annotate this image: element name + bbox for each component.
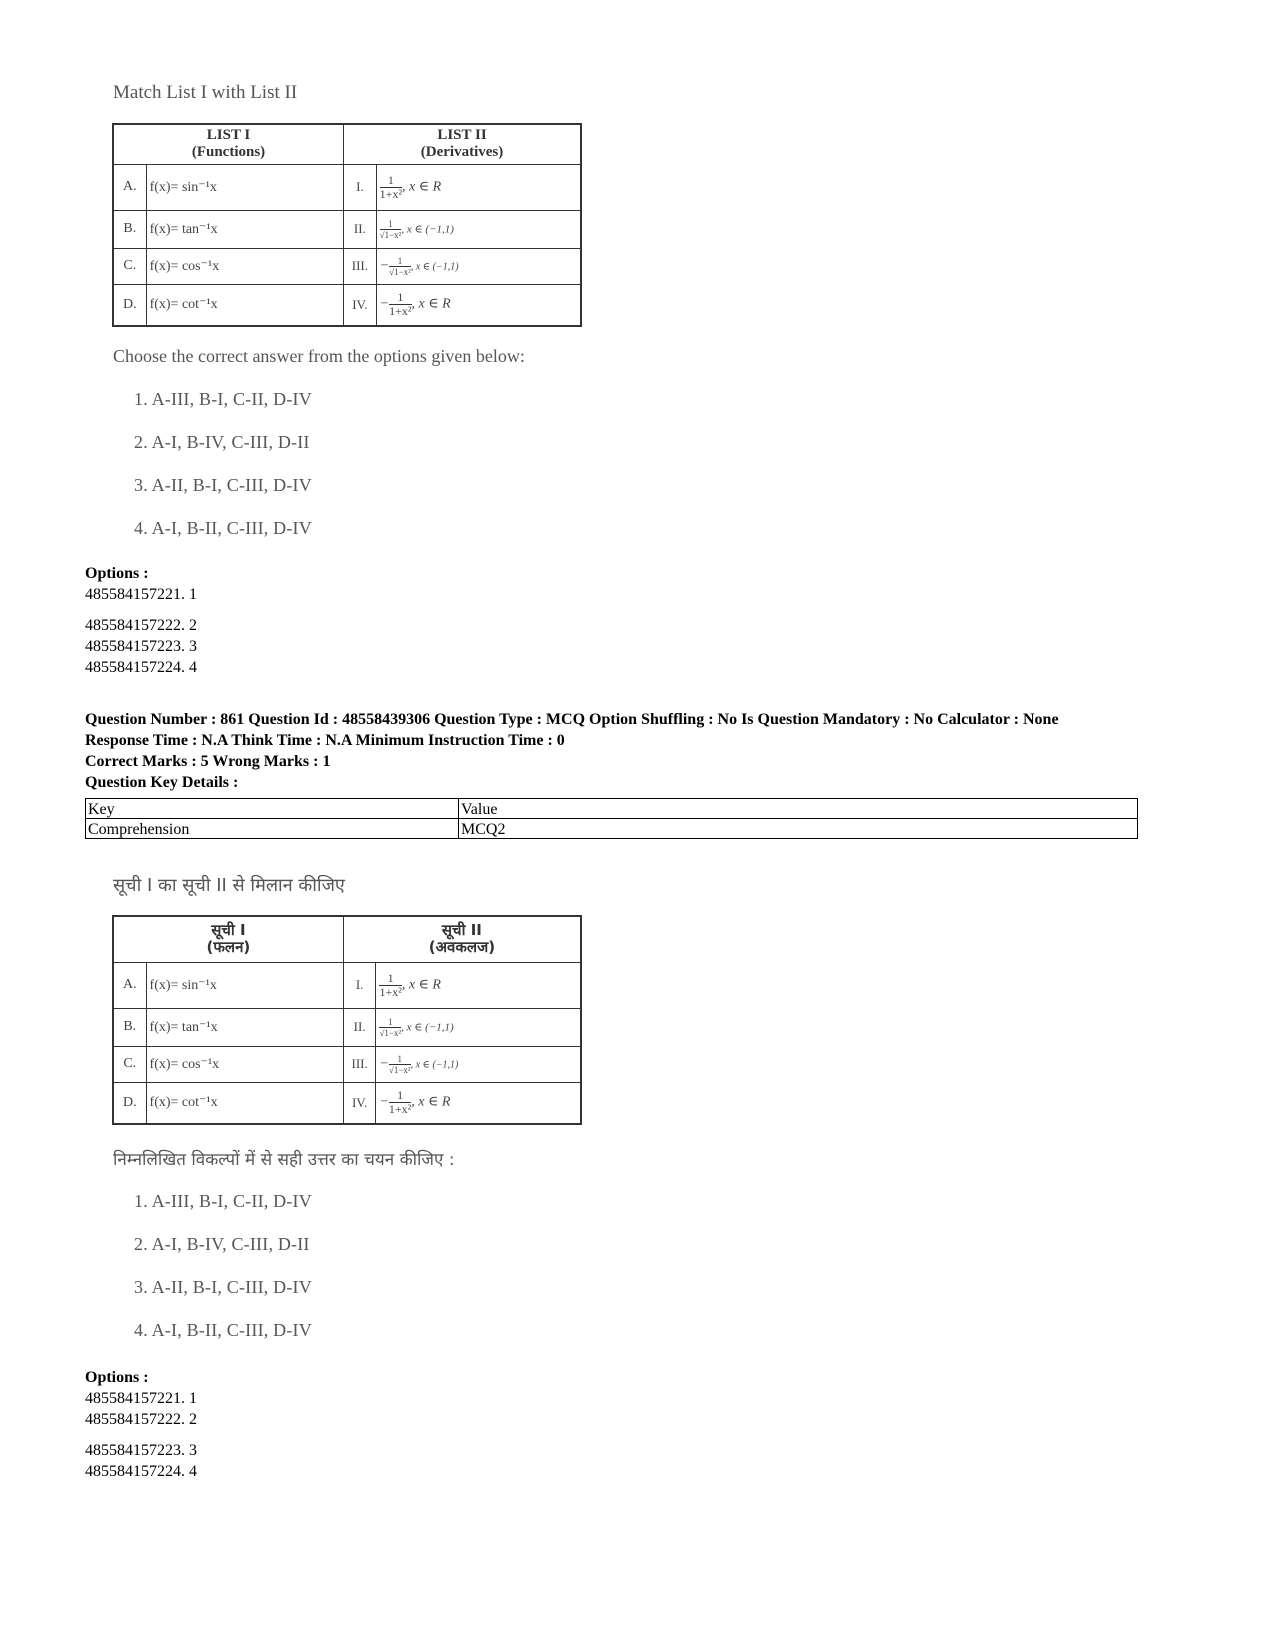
deriv-domain: , x ∈ (−1,1) bbox=[410, 261, 459, 273]
q2-choice-4: 4. A-I, B-II, C-III, D-IV bbox=[134, 1320, 312, 1340]
q1-choice-3: 3. A-II, B-I, C-III, D-IV bbox=[134, 475, 312, 495]
deriv-sign: − bbox=[379, 258, 390, 274]
row-letter: B. bbox=[113, 210, 146, 248]
deriv-numerator: 1 bbox=[389, 256, 411, 267]
row-letter: D. bbox=[113, 284, 146, 326]
deriv-denominator: √1−x² bbox=[379, 229, 402, 240]
row-number: I. bbox=[343, 962, 376, 1008]
deriv-numerator: 1 bbox=[389, 1054, 411, 1065]
deriv-numerator: 1 bbox=[379, 972, 401, 986]
deriv-denominator: 1+x² bbox=[388, 1102, 412, 1117]
deriv-numerator: 1 bbox=[380, 219, 402, 230]
deriv-denominator: √1−x² bbox=[389, 266, 411, 277]
q2-title: सूची I का सूची II से मिलान कीजिए bbox=[113, 875, 345, 896]
row-function: f(x)= sin⁻¹x bbox=[146, 962, 343, 1008]
q2-row-b bbox=[113, 1008, 581, 1046]
q1-title: Match List I with List II bbox=[113, 82, 298, 103]
row-derivative bbox=[376, 248, 581, 284]
row-derivative bbox=[376, 210, 581, 248]
q2-option-3: 485584157223. 3 bbox=[85, 1442, 197, 1459]
q1-options-label: Options : bbox=[85, 565, 149, 582]
row-function: f(x)= tan⁻¹x bbox=[146, 1008, 343, 1046]
q2-option-4: 485584157224. 4 bbox=[85, 1463, 197, 1480]
q2-list1-header bbox=[113, 916, 343, 962]
deriv-domain: , x ∈ R bbox=[411, 1094, 451, 1110]
q1-row-d bbox=[113, 284, 581, 326]
row-function: f(x)= tan⁻¹x bbox=[146, 210, 343, 248]
deriv-numerator: 1 bbox=[389, 1089, 411, 1103]
deriv-numerator: 1 bbox=[389, 291, 411, 305]
row-letter: C. bbox=[113, 1046, 146, 1082]
q1-match-table bbox=[112, 123, 582, 327]
q2-option-2: 485584157222. 2 bbox=[85, 1411, 197, 1428]
row-letter: B. bbox=[113, 1008, 146, 1046]
deriv-domain: , x ∈ R bbox=[411, 296, 451, 312]
q2-list1-title: सूची I bbox=[211, 921, 246, 940]
key-table-header bbox=[86, 799, 1138, 819]
row-function: f(x)= cos⁻¹x bbox=[146, 248, 343, 284]
row-function: f(x)= sin⁻¹x bbox=[146, 164, 343, 210]
q2-list1-subtitle: (फलन) bbox=[206, 938, 251, 957]
q1-list2-subtitle: (Derivatives) bbox=[420, 144, 504, 161]
q1-list1-subtitle: (Functions) bbox=[191, 144, 266, 161]
q2-meta-line4: Question Key Details : bbox=[85, 774, 239, 791]
row-derivative bbox=[376, 284, 581, 326]
row-letter: D. bbox=[113, 1082, 146, 1124]
deriv-domain: , x ∈ R bbox=[402, 179, 442, 195]
q2-option-1: 485584157221. 1 bbox=[85, 1390, 197, 1407]
row-number: IV. bbox=[344, 284, 377, 326]
row-function: f(x)= cos⁻¹x bbox=[146, 1046, 343, 1082]
row-number: I. bbox=[344, 164, 377, 210]
key-cell: Comprehension bbox=[86, 819, 459, 839]
row-derivative bbox=[376, 962, 581, 1008]
q1-row-a bbox=[113, 164, 581, 210]
deriv-sign: − bbox=[379, 1094, 389, 1110]
deriv-sign: − bbox=[379, 1056, 389, 1072]
row-number: III. bbox=[344, 248, 377, 284]
q1-option-3: 485584157223. 3 bbox=[85, 638, 197, 655]
q1-list1-title: LIST I bbox=[206, 127, 251, 144]
deriv-domain: , x ∈ (−1,1) bbox=[401, 223, 454, 236]
deriv-domain: , x ∈ (−1,1) bbox=[410, 1059, 459, 1071]
row-letter: A. bbox=[113, 962, 146, 1008]
row-function: f(x)= cot⁻¹x bbox=[146, 1082, 343, 1124]
q1-list1-header bbox=[113, 124, 344, 164]
deriv-sign: − bbox=[379, 296, 390, 312]
q2-key-table bbox=[85, 798, 1138, 839]
q1-list2-title: LIST II bbox=[437, 127, 487, 144]
q2-meta-line2: Response Time : N.A Think Time : N.A Minimum Instruction Time : 0 bbox=[85, 732, 565, 749]
row-derivative bbox=[376, 1046, 581, 1082]
row-letter: A. bbox=[113, 164, 146, 210]
value-header-cell: Value bbox=[459, 799, 1138, 819]
row-derivative bbox=[376, 164, 581, 210]
deriv-denominator: √1−x² bbox=[379, 1027, 402, 1038]
deriv-denominator: 1+x² bbox=[379, 186, 403, 201]
q1-list2-header bbox=[344, 124, 581, 164]
deriv-numerator: 1 bbox=[380, 174, 402, 188]
row-derivative bbox=[376, 1008, 581, 1046]
q1-choice-1: 1. A-III, B-I, C-II, D-IV bbox=[134, 389, 312, 409]
q2-row-c bbox=[113, 1046, 581, 1082]
deriv-denominator: 1+x² bbox=[379, 984, 402, 999]
q2-row-a bbox=[113, 962, 581, 1008]
q1-row-c bbox=[113, 248, 581, 284]
row-derivative bbox=[376, 1082, 581, 1124]
q2-prompt: निम्नलिखित विकल्पों में से सही उत्तर का चयन कीजिए : bbox=[113, 1150, 455, 1170]
q2-list2-header bbox=[343, 916, 581, 962]
deriv-numerator: 1 bbox=[379, 1017, 401, 1028]
q1-prompt: Choose the correct answer from the options given below: bbox=[113, 346, 525, 366]
q2-list2-subtitle: (अवकलज) bbox=[428, 938, 496, 957]
row-number: II. bbox=[343, 1008, 376, 1046]
q1-choice-2: 2. A-I, B-IV, C-III, D-II bbox=[134, 432, 310, 452]
q2-choice-1: 1. A-III, B-I, C-II, D-IV bbox=[134, 1191, 312, 1211]
row-number: II. bbox=[344, 210, 377, 248]
q1-option-4: 485584157224. 4 bbox=[85, 659, 197, 676]
q1-option-2: 485584157222. 2 bbox=[85, 617, 197, 634]
key-header-cell: Key bbox=[86, 799, 459, 819]
q2-meta-line3: Correct Marks : 5 Wrong Marks : 1 bbox=[85, 753, 331, 770]
row-function: f(x)= cot⁻¹x bbox=[146, 284, 343, 326]
q1-option-1: 485584157221. 1 bbox=[85, 586, 197, 603]
key-table-row bbox=[86, 819, 1138, 839]
q2-list2-title: सूची II bbox=[441, 921, 482, 940]
q1-choice-4: 4. A-I, B-II, C-III, D-IV bbox=[134, 518, 312, 538]
row-letter: C. bbox=[113, 248, 146, 284]
q2-match-table bbox=[112, 915, 582, 1125]
row-number: III. bbox=[343, 1046, 376, 1082]
q2-row-d bbox=[113, 1082, 581, 1124]
value-cell: MCQ2 bbox=[459, 819, 1138, 839]
deriv-domain: , x ∈ (−1,1) bbox=[401, 1021, 454, 1034]
q2-meta-line1: Question Number : 861 Question Id : 48558439306 Question Type : MCQ Option Shuffling : No Is Question Mandatory : No Calculator : None bbox=[85, 711, 1059, 728]
q1-row-b bbox=[113, 210, 581, 248]
deriv-domain: , x ∈ R bbox=[401, 977, 441, 993]
q2-choice-2: 2. A-I, B-IV, C-III, D-II bbox=[134, 1234, 310, 1254]
deriv-denominator: 1+x² bbox=[389, 304, 412, 319]
q2-options-label: Options : bbox=[85, 1369, 149, 1386]
row-number: IV. bbox=[343, 1082, 376, 1124]
q2-choice-3: 3. A-II, B-I, C-III, D-IV bbox=[134, 1277, 312, 1297]
deriv-denominator: √1−x² bbox=[388, 1064, 411, 1075]
